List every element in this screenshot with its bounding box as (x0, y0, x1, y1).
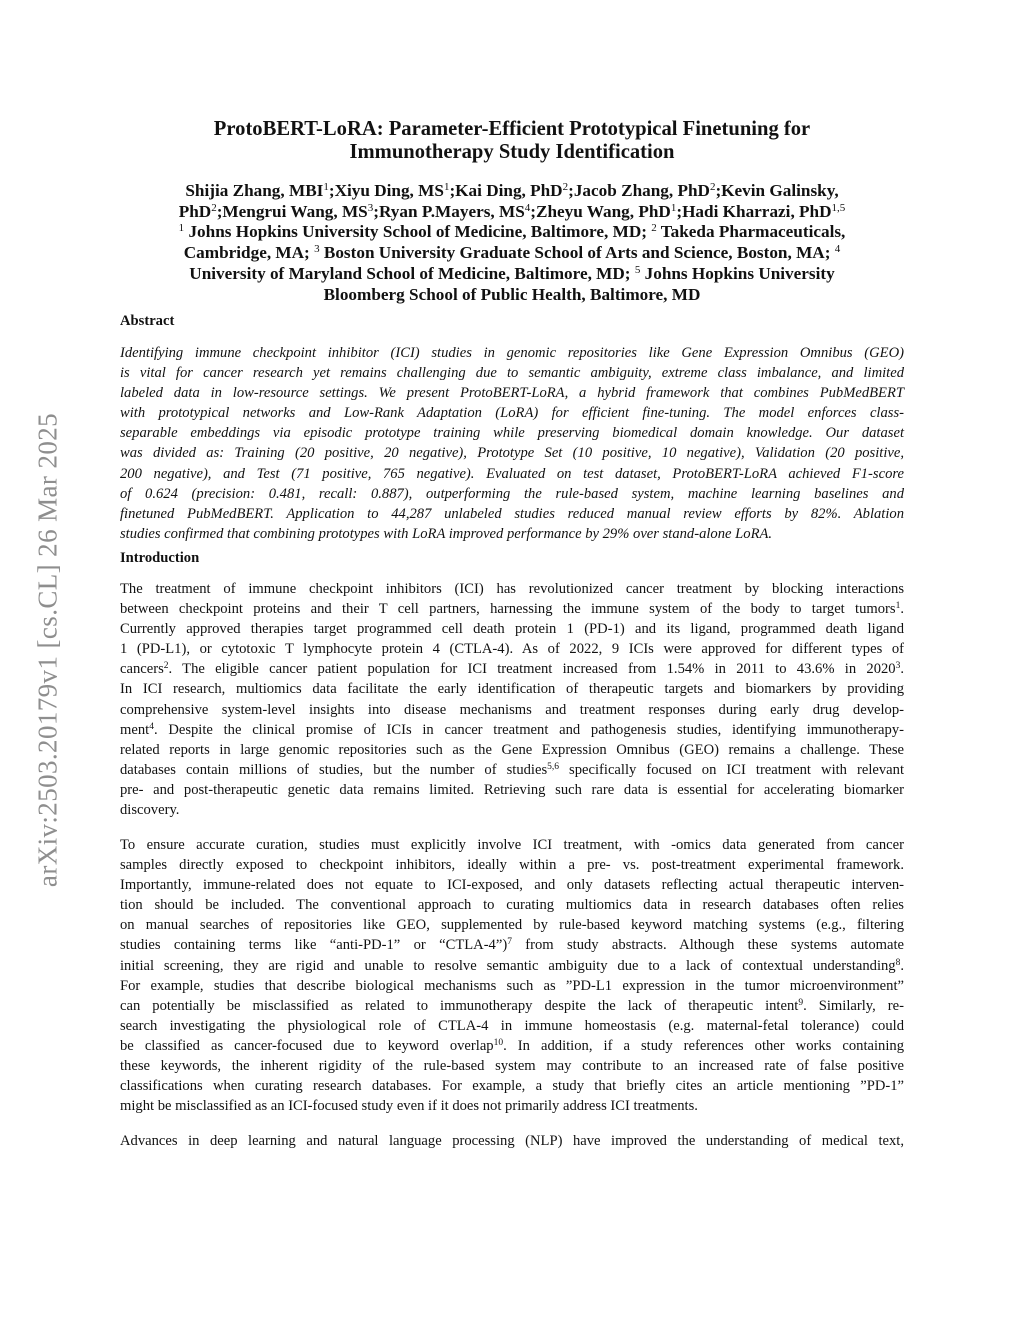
body-text: . Similarly, re- (803, 997, 905, 1014)
author-name: ;Kevin Galinsky, (715, 181, 839, 200)
citation-ref[interactable]: 3 (895, 661, 901, 672)
body-line (120, 639, 904, 659)
body-line (120, 1076, 904, 1096)
author-name: ;Zheyu Wang, PhD (530, 201, 671, 221)
author-line (120, 181, 904, 202)
author-name: ;Hadi Kharrazi, PhD (676, 201, 832, 221)
body-text: cancers (120, 661, 164, 678)
abstract-heading: Abstract (120, 313, 175, 329)
affiliation-line (120, 285, 904, 306)
body-text: on manual searches of repositories like GEO, supplemented by rule-based keyword matching systems (e.g., filtering (120, 917, 904, 934)
abstract-line: 200 negative), and Test (71 positive, 765 negative). Evaluated on test dataset, ProtoBERT-LoRA achieved F1-score (120, 465, 904, 482)
body-line (120, 740, 904, 760)
affiliation-text: University of Maryland School of Medicine, Baltimore, MD; (189, 263, 635, 283)
body-line (120, 659, 904, 679)
abstract-line: Identifying immune checkpoint inhibitor (ICI) studies in genomic repositories like Gene Expression Omnibus (GEO) (120, 345, 904, 361)
abstract-line: is vital for cancer research yet remains challenging due to semantic ambiguity, extreme class imbalance, and limited (120, 365, 904, 382)
body-text: from study abstracts. Although these systems automate (511, 937, 904, 954)
abstract-line: with prototypical networks and Low-Rank Adaptation (LoRA) for efficient fine-tuning. The model enforces class- (120, 405, 904, 422)
citation-ref[interactable]: 7 (507, 937, 512, 948)
affiliation-text: Cambridge, MA; (183, 243, 315, 263)
body-text: pre- and post-therapeutic genetic data remains limited. Retrieving such rare data is essential for accelerating biomarker (120, 781, 904, 798)
body-line (120, 679, 904, 699)
abstract-line: finetuned PubMedBERT. Application to 44,287 unlabeled studies reduced manual review efforts by 82%. Ablation (120, 505, 904, 522)
citation-ref[interactable]: 9 (798, 997, 804, 1008)
affiliation-line (120, 243, 904, 264)
affiliation-mark: 5 (634, 263, 641, 276)
body-text: The treatment of immune checkpoint inhibitors (ICI) has revolutionized cancer treatment by blocking interactions (120, 581, 904, 597)
affiliation-line (120, 222, 904, 243)
author-name: ;Jacob Zhang, PhD (568, 181, 710, 200)
intro-paragraph-2 (120, 835, 904, 1116)
body-line (120, 599, 904, 619)
body-text: specifically focused on ICI treatment with relevant (559, 761, 904, 778)
body-text: For example, studies that describe biological mechanisms such as ”PD-L1 expression in the tumor microenvironment” (120, 977, 904, 994)
paper-title (120, 118, 904, 164)
abstract-line: labeled data in low-resource settings. We present ProtoBERT-LoRA, a hybrid framework that combines PubMedBERT (120, 385, 904, 402)
body-text: 1 (PD-L1), or cytotoxic T lymphocyte protein 4 (CTLA-4). As of 2022, 9 ICIs were approved for different types of (120, 641, 904, 658)
body-line (120, 780, 904, 800)
affiliation-mark: 1 (443, 181, 450, 193)
body-line (120, 835, 904, 855)
author-line (120, 202, 904, 223)
affiliation-mark: 2 (709, 181, 716, 193)
body-text: between checkpoint proteins and their T cell partners, harnessing the immune system of the body to target tumors (120, 601, 896, 618)
abstract-line: studies confirmed that combining prototypes with LoRA improved performance by 29% over stand-alone LoRA. (120, 525, 773, 542)
body-text: classifications when curating research databases. For example, a study that briefly cites an article mentioning ”PD-1” (120, 1078, 904, 1095)
affiliation-text: Bloomberg School of Public Health, Baltimore, MD (323, 284, 701, 304)
citation-ref[interactable]: 1 (895, 601, 901, 612)
abstract-line: separable embeddings via episodic prototype training while preserving biomedical domain knowledge. Our dataset (120, 425, 904, 442)
body-line (120, 1016, 904, 1036)
affiliation-mark: 1 (323, 181, 329, 193)
body-line (120, 1056, 904, 1076)
abstract-body (120, 343, 904, 544)
body-text: studies containing terms like “anti-PD-1” or “CTLA-4”) (120, 937, 508, 954)
body-line (120, 915, 904, 935)
intro-paragraph-1 (120, 579, 904, 820)
author-name: ;Ryan P.Mayers, MS (373, 201, 525, 221)
body-line (120, 976, 904, 996)
affiliation-mark: 4 (834, 243, 841, 256)
body-line (120, 875, 904, 895)
affiliation-text: Takeda Pharmaceuticals, (656, 222, 846, 242)
body-line (120, 700, 904, 720)
title-line: ProtoBERT-LoRA: Parameter-Efficient Prototypical Finetuning for (213, 118, 811, 140)
body-line (120, 579, 904, 599)
affiliation-mark: 2 (562, 181, 569, 193)
affiliation-mark: 4 (524, 201, 531, 214)
abstract-line: was divided as: Training (20 positive, 20 negative), Prototype Set (10 positive, 10 negative), Validation (20 positive, (120, 445, 904, 462)
body-line (120, 956, 904, 976)
body-line (120, 760, 904, 780)
body-line (120, 619, 904, 639)
arxiv-sidebar-stamp (26, 350, 70, 950)
author-block (120, 181, 904, 305)
author-name: Shijia Zhang, MBI (185, 181, 324, 200)
citation-ref[interactable]: 5,6 (547, 761, 560, 772)
affiliation-text: Johns Hopkins University School of Medicine, Baltimore, MD; (184, 222, 652, 242)
body-text: might be misclassified as an ICI-focused study even if it does not primarily address ICI treatments. (120, 1098, 698, 1115)
body-line (120, 1036, 904, 1056)
body-text: . (900, 661, 904, 678)
body-text: Currently approved therapies target programmed cell death protein 1 (PD-1) and its ligand, programmed death ligand (120, 621, 904, 638)
citation-ref[interactable]: 8 (895, 957, 901, 968)
body-text: initial screening, they are rigid and unable to resolve semantic ambiguity due to a lack of contextual understanding (120, 957, 896, 974)
body-text: To ensure accurate curation, studies must explicitly involve ICI treatment, with -omics data generated from cancer (120, 837, 904, 853)
body-text: search investigating the physiological role of CTLA-4 in immune homeostasis (e.g. maternal-fetal tolerance) could (120, 1017, 904, 1034)
body-text: samples directly exposed to checkpoint inhibitors, ideally within a pre- vs. post-treatment experimental framework. (120, 857, 904, 874)
body-text: related reports in large genomic repositories such as the Gene Expression Omnibus (GEO) remains a challenge. These (120, 741, 904, 758)
author-name: PhD (178, 201, 212, 221)
body-line (120, 800, 904, 820)
body-line (120, 720, 904, 740)
affiliation-text: Johns Hopkins University (640, 263, 835, 283)
author-name: ;Kai Ding, PhD (449, 181, 563, 200)
body-text: In ICI research, multiomics data facilitate the early identification of therapeutic targets and biomarkers by providing (120, 681, 904, 698)
body-text: Importantly, immune-related does not equate to ICI-exposed, and only datasets reflecting actual therapeutic interven- (120, 877, 904, 894)
affiliation-mark: 1 (178, 222, 185, 235)
body-line (120, 1131, 904, 1151)
citation-ref[interactable]: 10 (493, 1037, 504, 1048)
body-text: databases contain millions of studies, but the number of studies (120, 761, 548, 778)
body-text: . In addition, if a study references other works containing (503, 1037, 904, 1054)
body-text: . Despite the clinical promise of ICIs in cancer treatment and pathogenesis studies, identifying immunotherapy- (153, 721, 904, 738)
title-line: Immunotherapy Study Identification (349, 141, 675, 163)
body-text: . (900, 957, 904, 974)
affiliation-mark: 1,5 (831, 201, 846, 214)
body-text: . The eligible cancer patient population for ICI treatment increased from 1.54% in 2011 to 43.6% in 2020 (168, 661, 896, 678)
abstract-line: of 0.624 (precision: 0.481, recall: 0.887), outperforming the rule-based system, machine learning baselines and (120, 485, 904, 502)
body-line (120, 1096, 904, 1116)
body-text: Advances in deep learning and natural language processing (NLP) have improved the understanding of medical text, (120, 1133, 904, 1149)
body-line (120, 996, 904, 1016)
affiliation-mark: 1 (670, 201, 677, 214)
body-text: discovery. (120, 802, 180, 819)
body-line (120, 855, 904, 875)
affiliation-mark: 3 (367, 201, 374, 214)
citation-ref[interactable]: 4 (149, 721, 154, 732)
arxiv-id-label: arXiv:2503.20179v1 [cs.CL] 26 Mar 2025 (32, 412, 63, 888)
body-text: ment (120, 721, 150, 738)
introduction-heading: Introduction (120, 550, 200, 566)
author-name: ;Xiyu Ding, MS (328, 181, 444, 200)
author-name: ;Mengrui Wang, MS (216, 201, 368, 221)
citation-ref[interactable]: 2 (163, 661, 169, 672)
affiliation-line (120, 264, 904, 285)
body-text: can potentially be misclassified as related to immunotherapy despite the lack of therapeutic intent (120, 997, 799, 1014)
affiliation-mark: 2 (211, 201, 217, 214)
body-text: be classified as cancer-focused due to keyword overlap (120, 1037, 494, 1054)
affiliation-mark: 3 (314, 243, 320, 256)
affiliation-mark: 2 (651, 222, 657, 235)
body-line (120, 935, 904, 955)
affiliation-text: Boston University Graduate School of Arts and Science, Boston, MA; (319, 243, 835, 263)
body-text: these keywords, the inherent rigidity of the rule-based system may contribute to an increased rate of false positive (120, 1058, 904, 1075)
intro-paragraph-3 (120, 1131, 904, 1151)
body-text: . (900, 601, 904, 618)
body-text: comprehensive system-level insights into disease mechanisms and treatment responses during early drug develop- (120, 701, 904, 718)
body-line (120, 895, 904, 915)
body-text: tion should be included. The conventional approach to curating multiomics data in research databases often relies (120, 897, 904, 914)
